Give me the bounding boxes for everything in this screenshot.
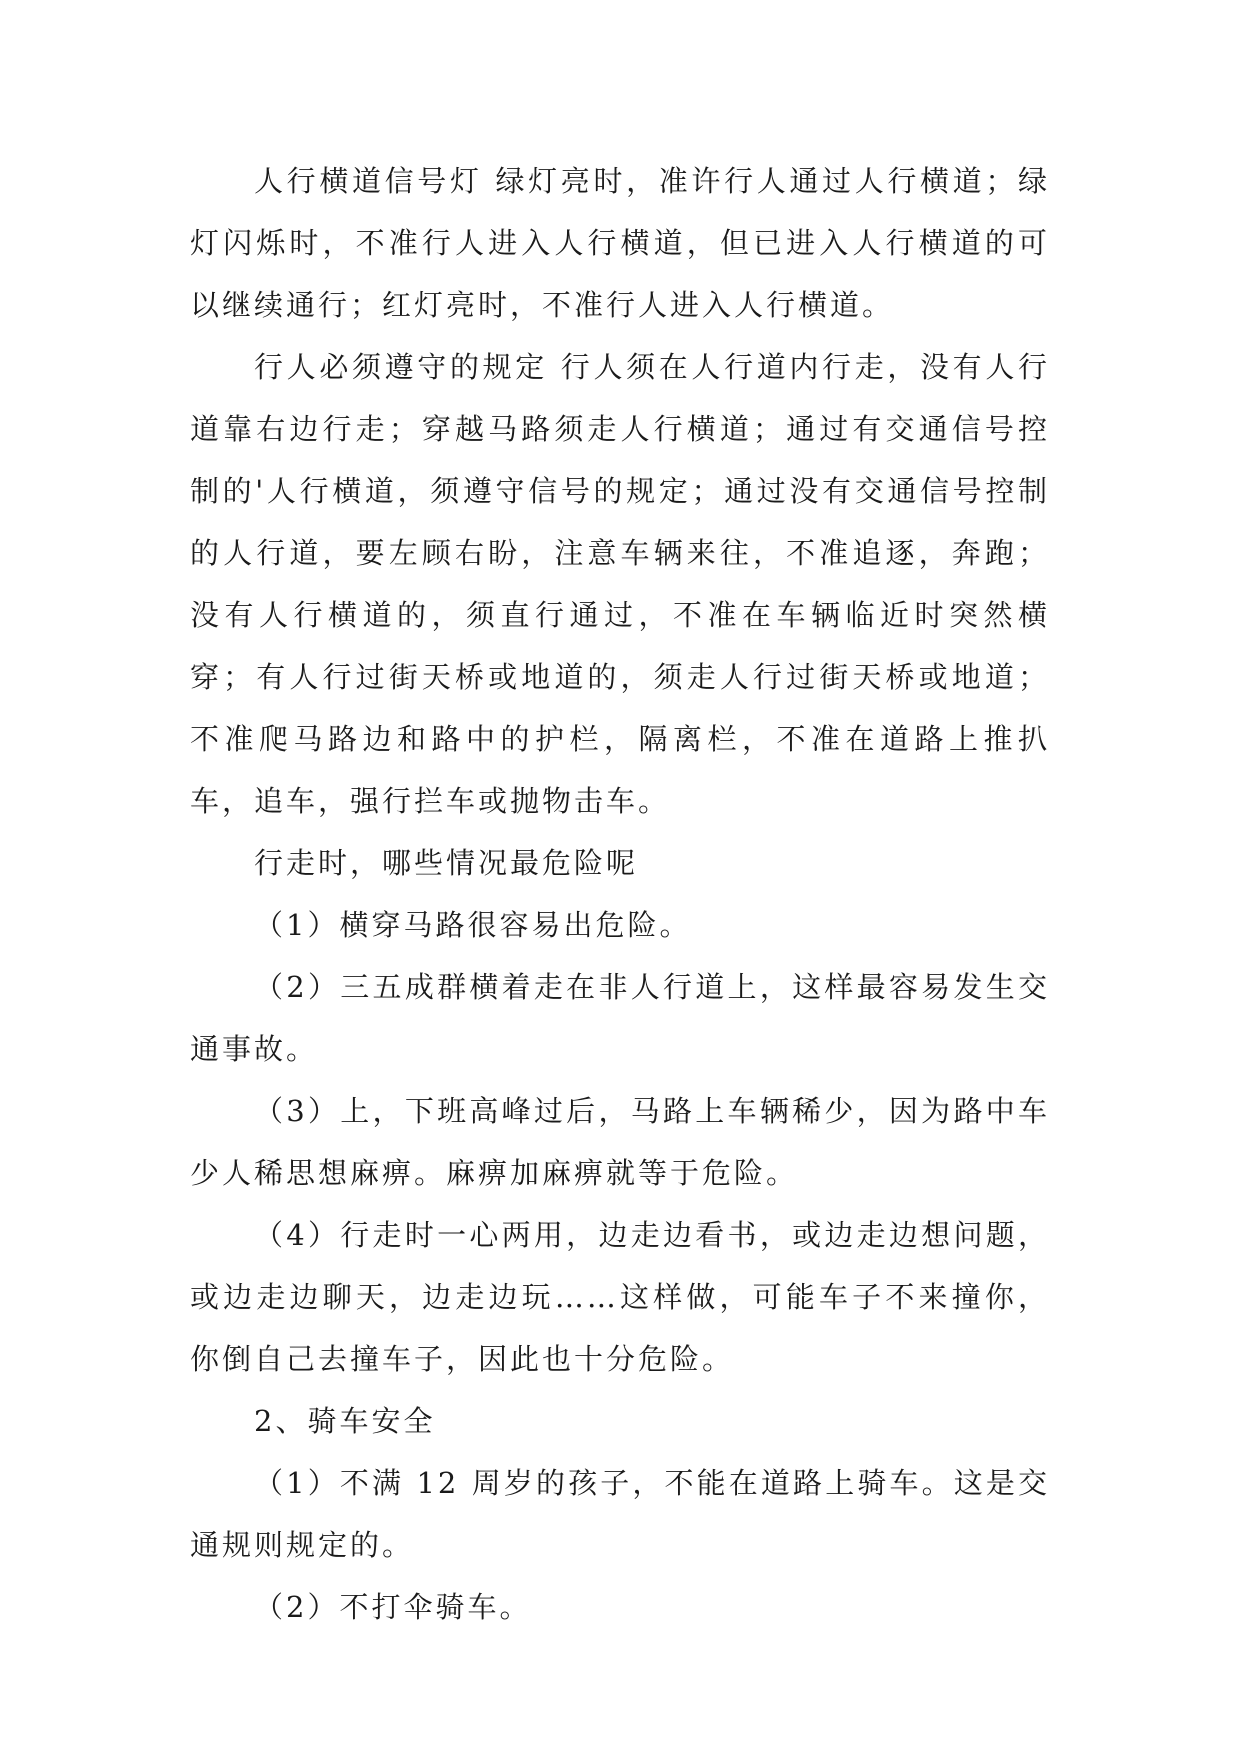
cycling-item-1: （1）不满 12 周岁的孩子，不能在道路上骑车。这是交通规则规定的。: [190, 1466, 1050, 1562]
cycling-item-2: （2）不打伞骑车。: [254, 1590, 532, 1624]
list-item-2: （2）三五成群横着走在非人行道上，这样最容易发生交通事故。: [190, 970, 1050, 1066]
paragraph-pedestrian-rules: 行人必须遵守的规定 行人须在人行道内行走，没有人行道靠右边行走；穿越马路须走人行横道；通过有交通信号控制的'人行横道，须遵守信号的规定；通过没有交通信号控制的人行道，要左顾右盼，注意车辆来往，不准追逐，奔跑；没有人行横道的，须直行通过，不准在车辆临近时突然横穿；有人行过街天桥或地道的，须走人行过街天桥或地道；不准爬马路边和路中的护栏，隔离栏，不准在道路上推扒车，追车，强行拦车或抛物击车。: [190, 350, 1050, 818]
list-item-4: （4）行走时一心两用，边走边看书，或边走边想问题，或边走边聊天，边走边玩……这样做，可能车子不来撞你，你倒自己去撞车子，因此也十分危险。: [190, 1218, 1050, 1376]
paragraph-crosswalk-signal: 人行横道信号灯 绿灯亮时，准许行人通过人行横道；绿灯闪烁时，不准行人进入人行横道，但已进入人行横道的可以继续通行；红灯亮时，不准行人进入人行横道。: [190, 164, 1050, 322]
section-heading-cycling: 2、骑车安全: [254, 1404, 436, 1438]
list-item-3: （3）上，下班高峰过后，马路上车辆稀少，因为路中车少人稀思想麻痹。麻痹加麻痹就等于危险。: [190, 1094, 1050, 1190]
paragraph-danger-heading: 行走时，哪些情况最危险呢: [254, 846, 639, 880]
list-item-1: （1）横穿马路很容易出危险。: [254, 908, 692, 942]
document-page: [190, 150, 1050, 1638]
